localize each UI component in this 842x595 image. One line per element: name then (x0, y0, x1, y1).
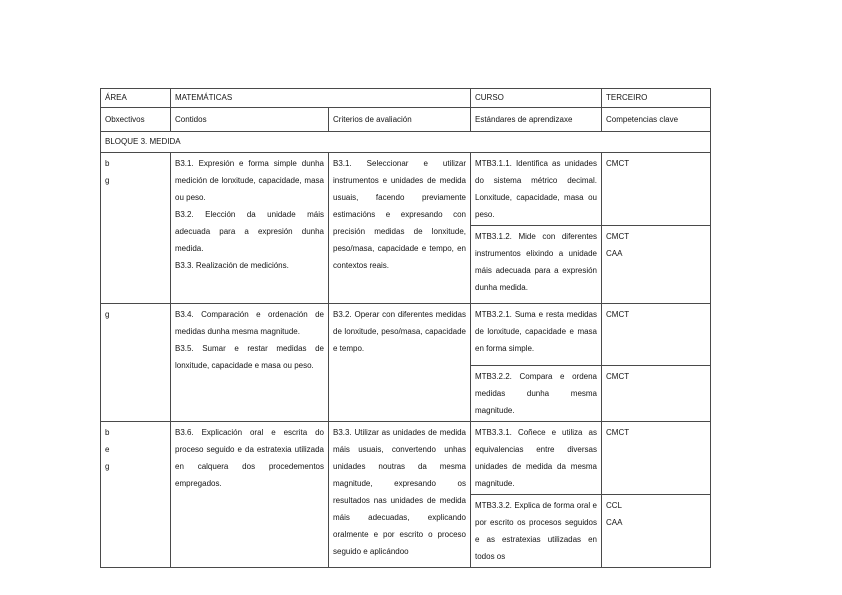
obxectivo-letter: g (105, 310, 110, 319)
competencia-code: CMCT (606, 159, 630, 168)
contido-item: B3.5. Sumar e restar medidas de lonxitude, capacidade e masa ou peso. (175, 344, 324, 370)
cell-contidos-row1 (171, 153, 329, 304)
cell-estandar-mtb312 (471, 226, 602, 304)
cell-competencias-mtb332 (602, 495, 711, 568)
obxectivo-letter: g (105, 462, 110, 471)
competencia-code: CMCT (606, 232, 630, 241)
obxectivo-letter: b (105, 428, 110, 437)
competencia-code: CAA (606, 249, 623, 258)
cell-competencias-mtb311 (602, 153, 711, 226)
table-header-row-columns (101, 108, 711, 132)
table-row (101, 304, 711, 366)
competencia-code: CMCT (606, 428, 630, 437)
cell-obxectivos-row2 (101, 304, 171, 422)
cell-estandar-mtb322 (471, 366, 602, 422)
column-header-criterios: Criterios de avaliación (329, 108, 471, 132)
table-row (101, 422, 711, 495)
column-header-competencias: Competencias clave (602, 108, 711, 132)
cell-obxectivos-row3 (101, 422, 171, 568)
curso-value-cell: TERCEIRO (602, 89, 711, 108)
column-header-estandares: Estándares de aprendizaxe (471, 108, 602, 132)
cell-competencias-mtb331 (602, 422, 711, 495)
contido-item: B3.6. Explicación oral e escrita do proceso seguido e da estratexia utilizada en calquera dos procedementos empregados. (175, 428, 324, 488)
competencia-code: CMCT (606, 310, 630, 319)
cell-criterios-row2 (329, 304, 471, 422)
contido-item: B3.1. Expresión e forma simple dunha medición de lonxitude, capacidade, masa ou peso. (175, 159, 324, 202)
estandar-text: MTB3.1.2. Mide con diferentes instrumentos elixindo a unidade máis adecuada para a expresión dunha medida. (475, 232, 597, 292)
contido-item: B3.3. Realización de medicións. (175, 261, 289, 270)
cell-contidos-row2 (171, 304, 329, 422)
table-header-row-area (101, 89, 711, 108)
cell-competencias-mtb322 (602, 366, 711, 422)
competencia-code: CAA (606, 518, 623, 527)
obxectivo-letter: b (105, 159, 110, 168)
competencia-code: CCL (606, 501, 623, 510)
estandar-text: MTB3.3.1. Coñece e utiliza as equivalencias entre diversas unidades de medida da mesma magnitude. (475, 428, 597, 488)
cell-criterios-row1 (329, 153, 471, 304)
block-title-cell: BLOQUE 3. MEDIDA (101, 132, 711, 153)
area-value-cell: MATEMÁTICAS (171, 89, 471, 108)
estandar-text: MTB3.3.2. Explica de forma oral e por escrito os procesos seguidos e as estratexias utilizadas en todos os (475, 501, 597, 561)
cell-contidos-row3 (171, 422, 329, 568)
column-header-contidos: Contidos (171, 108, 329, 132)
estandar-text: MTB3.2.1. Suma e resta medidas de lonxitude, capacidade e masa en forma simple. (475, 310, 597, 353)
curriculum-table (100, 88, 711, 568)
cell-competencias-mtb312 (602, 226, 711, 304)
curso-label-cell: CURSO (471, 89, 602, 108)
estandar-text: MTB3.2.2. Compara e ordena medidas dunha mesma magnitude. (475, 372, 597, 415)
table-row (101, 153, 711, 226)
estandar-text: MTB3.1.1. Identifica as unidades do sistema métrico decimal. Lonxitude, capacidade, masa ou peso. (475, 159, 597, 219)
cell-competencias-mtb321 (602, 304, 711, 366)
block-title-row (101, 132, 711, 153)
cell-estandar-mtb332 (471, 495, 602, 568)
cell-estandar-mtb311 (471, 153, 602, 226)
obxectivo-letter: g (105, 176, 110, 185)
cell-obxectivos-row1 (101, 153, 171, 304)
area-label-cell: ÁREA (101, 89, 171, 108)
criterio-item: B3.1. Seleccionar e utilizar instrumentos e unidades de medida usuais, facendo previamente estimacións e expresando con precisión medidas de lonxitude, peso/masa, capacidade e tempo, en contextos reais. (333, 159, 466, 270)
contido-item: B3.2. Elección da unidade máis adecuada para a expresión dunha medida. (175, 210, 324, 253)
contido-item: B3.4. Comparación e ordenación de medidas dunha mesma magnitude. (175, 310, 324, 336)
criterio-item: B3.3. Utilizar as unidades de medida máis usuais, convertendo unhas unidades noutras da mesma magnitude, expresando os resultados nas unidades de medida máis adecuadas, explicando oralmente e por escrito o proceso seguido e aplicándoo (333, 428, 466, 556)
competencia-code: CMCT (606, 372, 630, 381)
column-header-obxectivos: Obxectivos (101, 108, 171, 132)
cell-estandar-mtb331 (471, 422, 602, 495)
obxectivo-letter: e (105, 445, 110, 454)
cell-estandar-mtb321 (471, 304, 602, 366)
criterio-item: B3.2. Operar con diferentes medidas de lonxitude, peso/masa, capacidade e tempo. (333, 310, 466, 353)
cell-criterios-row3 (329, 422, 471, 568)
